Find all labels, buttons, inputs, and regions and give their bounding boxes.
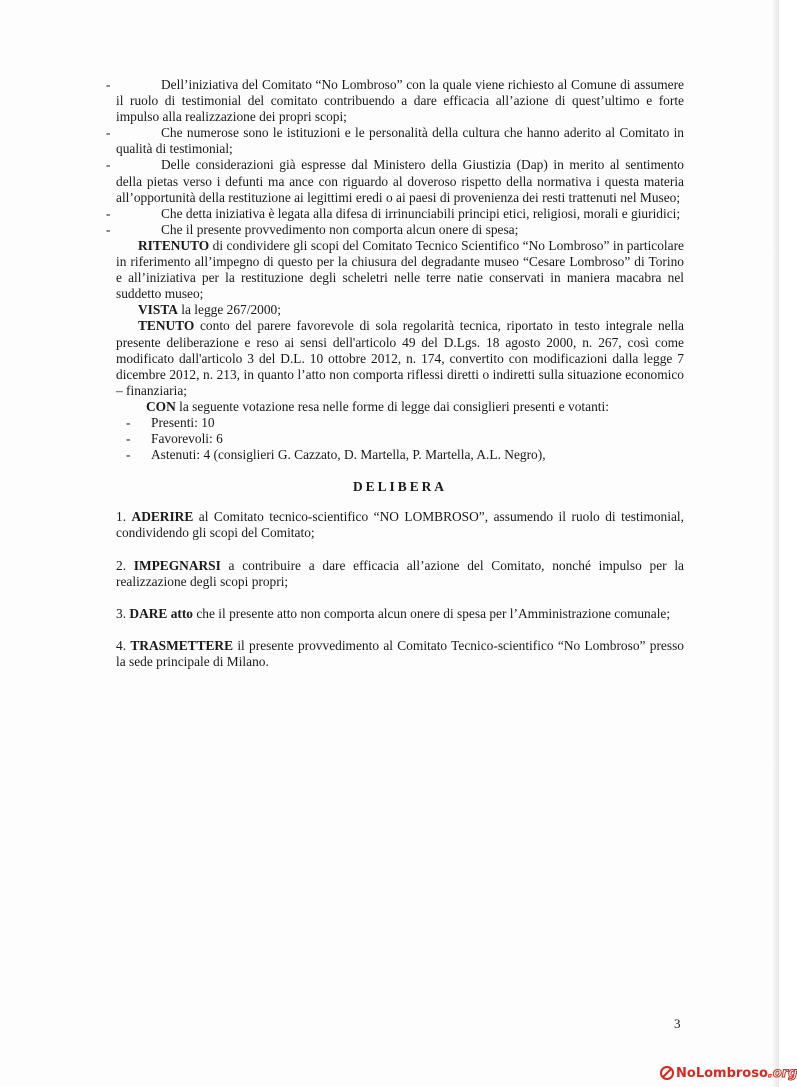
bullet-dash: - (106, 77, 111, 92)
resolution-item-4: 4. TRASMETTERE il presente provvedimento al Comitato Tecnico-scientifico “No Lombroso” presso la sede principale di Milano. (116, 637, 684, 669)
vote-abstained: - Astenuti: 4 (consiglieri G. Cazzato, D. Martella, P. Martella, A.L. Negro), (126, 447, 546, 463)
bullet-dash: - (106, 157, 111, 173)
resolution-label: IMPEGNARSI (133, 557, 221, 573)
premise-initiative: - Dell’iniziativa del Comitato “No Lombroso” con la quale viene richiesto al Comune di assumere il ruolo di testimonial del comitato contribuendo a dare efficacia all’azione di quest’ultimo e forte impulso alla realizzazione dei propri scopi; (106, 77, 684, 125)
resolution-item-3: 3. DARE atto che il presente atto non comporta alcun onere di spesa per l’Amministrazione comunale; (116, 605, 671, 621)
ritenuto-label: RITENUTO (138, 237, 210, 253)
document-body (106, 77, 684, 686)
ritenuto-paragraph: RITENUTO di condividere gli scopi del Comitato Tecnico Scientifico “No Lombroso” in particolare in riferimento all’impegno di questo per la chiusura del degradante museo “Cesare Lombroso” di Torino e all’iniziativa per la restituzione degli scheletri nelle terre natie conservati in maniera macabra nel suddetto museo; (116, 237, 684, 302)
premise-ministry: - Delle considerazioni già espresse dal Ministero della Giustizia (Dap) in merito al sentimento della pietas verso i defunti ma ance con riguardo al doveroso rispetto della normativa i questa materia all’opportunità della restituzione ai legittimi eredi o ai paesi di provenienza dei resti trattenuti nel Museo; (106, 157, 684, 205)
vista-paragraph: VISTA la legge 267/2000; (138, 302, 281, 318)
premise-institutions: - Che numerose sono le istituzioni e le personalità della cultura che hanno aderito al Comitato in qualità di testimonial; (106, 125, 684, 157)
vote-favorable: - Favorevoli: 6 (126, 431, 223, 447)
resolution-item-1: 1. ADERIRE al Comitato tecnico-scientifico “NO LOMBROSO”, assumendo il ruolo di testimonial, condividendo gli scopi del Comitato; (116, 509, 684, 541)
tenuto-paragraph: TENUTO conto del parere favorevole di sola regolarità tecnica, riportato in testo integrale nella presente deliberazione e reso ai sensi dell'articolo 49 del D.Lgs. 18 agosto 2000, n. 267, così come modificato dall'articolo 3 del D.L. 10 ottobre 2012, n. 174, convertito con modificazioni dalla legge 7 dicembre 2012, n. 213, in quanto l’atto non comporta riflessi diretti o indiretti sulla situazione economico – finanziaria; (116, 318, 684, 398)
nolombroso-watermark: No Lombroso .org (660, 1064, 797, 1082)
bullet-dash: - (106, 205, 111, 221)
resolution-item-2: 2. IMPEGNARSI a contribuire a dare efficacia all’azione del Comitato, nonché impulso per la realizzazione degli scopi propri; (116, 557, 684, 589)
con-label: CON (146, 398, 176, 414)
con-paragraph: CON la seguente votazione resa nelle forme di legge dai consiglieri presenti e votanti: (146, 398, 609, 414)
resolution-label: ADERIRE (131, 509, 194, 525)
tenuto-label: TENUTO (138, 318, 195, 334)
premise-no-cost: - Che il presente provvedimento non comporta alcun onere di spesa; (106, 221, 519, 237)
page-number: 3 (674, 1016, 681, 1031)
vista-label: VISTA (138, 302, 178, 318)
premise-principles: - Che detta iniziativa è legata alla difesa di irrinunciabili principi etici, religiosi, morali e giuridici; (106, 205, 681, 221)
delibera-heading: DELIBERA (353, 479, 447, 495)
resolution-label: TRASMETTERE (130, 637, 234, 653)
page-edge-shadow (771, 0, 779, 1087)
bullet-dash: - (106, 221, 111, 237)
bullet-dash: - (106, 125, 111, 141)
vote-list (116, 415, 684, 463)
no-sign-icon (660, 1066, 674, 1080)
resolution-label: DARE atto (129, 605, 194, 621)
vote-present: - Presenti: 10 (126, 414, 215, 430)
